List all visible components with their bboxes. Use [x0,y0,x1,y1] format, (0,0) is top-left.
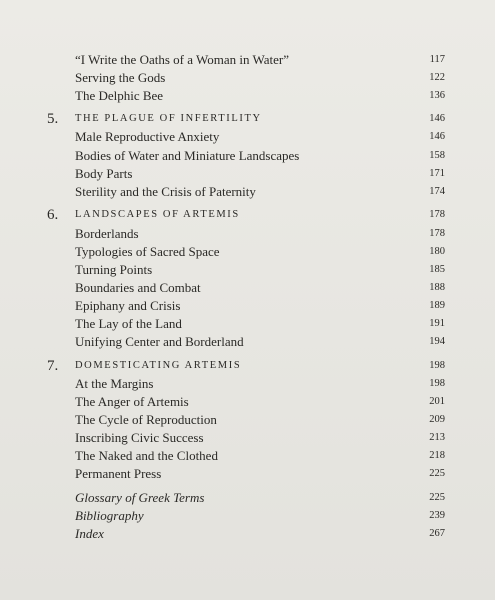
toc-entry-row [0,87,495,105]
page-number: 178 [429,209,445,220]
entry-title: Glossary of Greek Terms [75,490,205,505]
entry-title: Typologies of Sacred Space [75,244,220,259]
chapter-number: 7. [47,358,59,374]
page-number: 122 [429,72,445,83]
toc-entry-row [0,429,495,447]
toc-chapter-row [0,206,495,224]
page-number: 198 [429,378,445,389]
entry-title: The Delphic Bee [75,88,164,103]
entry-title: The Lay of the Land [75,316,182,331]
entry-title: The Cycle of Reproduction [75,412,217,427]
toc-chapter-row [0,357,495,375]
page-number: 174 [429,186,445,197]
entry-title: Inscribing Civic Success [75,430,204,445]
page-number: 146 [429,113,445,124]
page-number: 180 [429,246,445,257]
page-number: 117 [429,54,445,65]
entry-title: Boundaries and Combat [75,280,201,295]
entry-title: Permanent Press [75,466,162,481]
entry-title: Index [75,526,104,541]
toc-entry-row [0,447,495,465]
toc-entry-row [0,489,495,507]
page-number: 194 [429,336,445,347]
entry-title: Male Reproductive Anxiety [75,129,220,144]
toc-entry-row [0,128,495,146]
entry-title: Borderlands [75,226,139,241]
page-number: 209 [429,414,445,425]
toc-entry-row [0,69,495,87]
chapter-number: 5. [47,111,59,127]
page-number: 136 [429,90,445,101]
entry-title: At the Margins [75,376,154,391]
toc-chapter-row [0,110,495,128]
chapter-title: THE PLAGUE OF INFERTILITY [75,113,262,124]
entry-title: Epiphany and Crisis [75,298,181,313]
toc-entry-row [0,51,495,69]
toc-entry-row [0,183,495,201]
toc-entry-row [0,261,495,279]
page-number: 146 [429,131,445,142]
toc-entry-row [0,393,495,411]
page-number: 171 [429,168,445,179]
entry-title: Serving the Gods [75,70,166,85]
page-number: 188 [429,282,445,293]
toc-entry-row [0,465,495,483]
page-number: 191 [429,318,445,329]
entry-title: Body Parts [75,166,133,181]
toc-entry-row [0,411,495,429]
toc-entry-row [0,525,495,543]
page-number: 198 [429,360,445,371]
page-number: 158 [429,150,445,161]
toc-entry-row [0,507,495,525]
page-number: 178 [429,228,445,239]
toc-entry-row [0,225,495,243]
chapter-title: LANDSCAPES OF ARTEMIS [75,209,240,220]
page-number: 185 [429,264,445,275]
toc-entry-row [0,297,495,315]
toc-entry-row [0,165,495,183]
page-number: 201 [429,396,445,407]
chapter-number: 6. [47,207,59,223]
page-number: 218 [429,450,445,461]
page-number: 189 [429,300,445,311]
page-number: 225 [429,492,445,503]
entry-title: “I Write the Oaths of a Woman in Water” [75,52,289,67]
entry-title: Sterility and the Crisis of Paternity [75,184,256,199]
page-number: 225 [429,468,445,479]
entry-title: The Naked and the Clothed [75,448,218,463]
chapter-title: DOMESTICATING ARTEMIS [75,360,242,371]
toc-entry-row [0,147,495,165]
toc-entry-row [0,333,495,351]
entry-title: The Anger of Artemis [75,394,189,409]
entry-title: Turning Points [75,262,153,277]
page-number: 239 [429,510,445,521]
page-number: 213 [429,432,445,443]
toc-entry-row [0,243,495,261]
entry-title: Unifying Center and Borderland [75,334,244,349]
toc-entry-row [0,375,495,393]
entry-title: Bodies of Water and Miniature Landscapes [75,148,300,163]
toc-entry-row [0,315,495,333]
page-number: 267 [429,528,445,539]
toc-entry-row [0,279,495,297]
entry-title: Bibliography [75,508,144,523]
